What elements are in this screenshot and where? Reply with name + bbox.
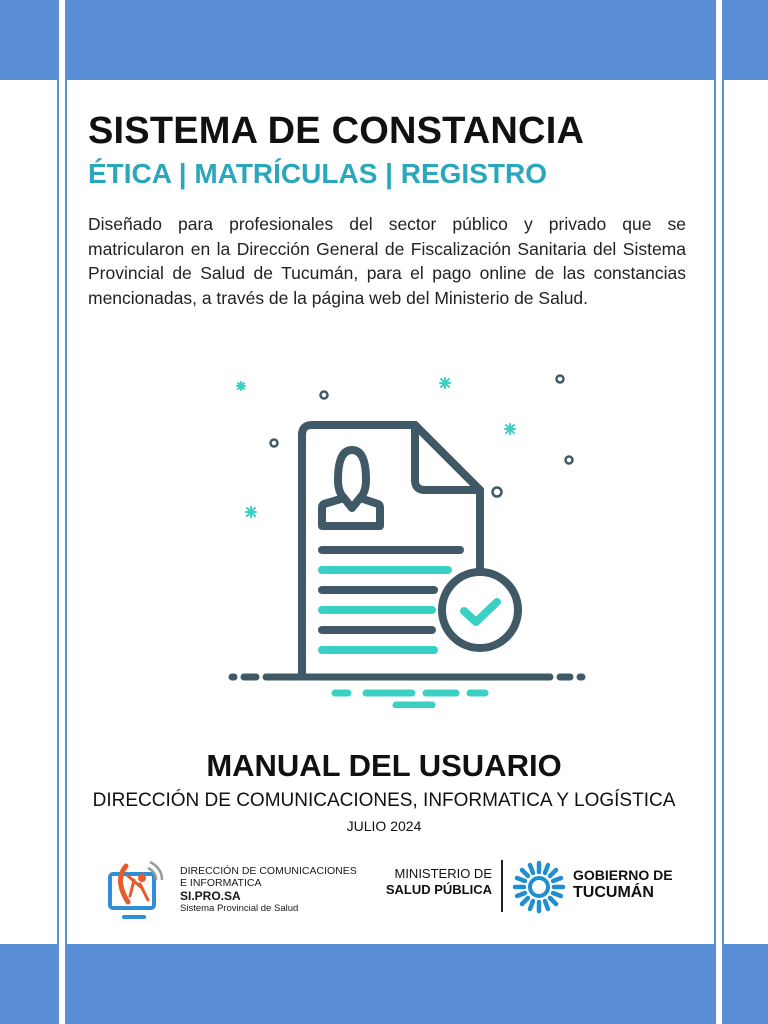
manual-title: MANUAL DEL USUARIO [206,748,562,783]
left-border-line [57,0,67,1024]
document-subtitle: ÉTICA | MATRÍCULAS | REGISTRO [88,158,547,189]
gobierno-line-1: GOBIERNO DE [573,867,673,883]
sun-seal-icon [512,860,566,914]
sipro-line-1: DIRECCIÓN DE COMUNICACIONES [180,865,357,877]
sipro-logo [104,860,364,924]
ministerio-logo [368,866,492,898]
direccion-line: DIRECCIÓN DE COMUNICACIONES, INFORMATICA Y LOGÍSTICA [92,790,676,811]
document-profile-check-icon [220,368,600,708]
bottom-band [0,944,768,1024]
gobierno-logo [573,866,673,902]
sipro-line-3: SI.PRO.SA [180,889,241,903]
satellite-computer-icon [104,860,174,924]
ministerio-line-1: MINISTERIO DE [394,866,492,881]
sipro-line-2: E INFORMATICA [180,877,262,889]
gobierno-line-2: TUCUMÁN [573,884,654,901]
right-border-line [714,0,724,1024]
ministerio-line-2: SALUD PÚBLICA [385,882,492,897]
document-title: SISTEMA DE CONSTANCIA [88,110,585,152]
sipro-line-4: Sistema Provincial de Salud [180,903,299,914]
document-description: Diseñado para profesionales del sector público y privado que se matricularon en la Dirección General de Fiscalización Sanitaria del Sistema Provincial de Salud de Tucumán, para el pago online de las constancias mencionadas, a través de la página web del Ministerio de Salud. [88,214,686,308]
publication-date: JULIO 2024 [346,818,422,834]
top-band [0,0,768,80]
logo-divider [501,860,503,912]
